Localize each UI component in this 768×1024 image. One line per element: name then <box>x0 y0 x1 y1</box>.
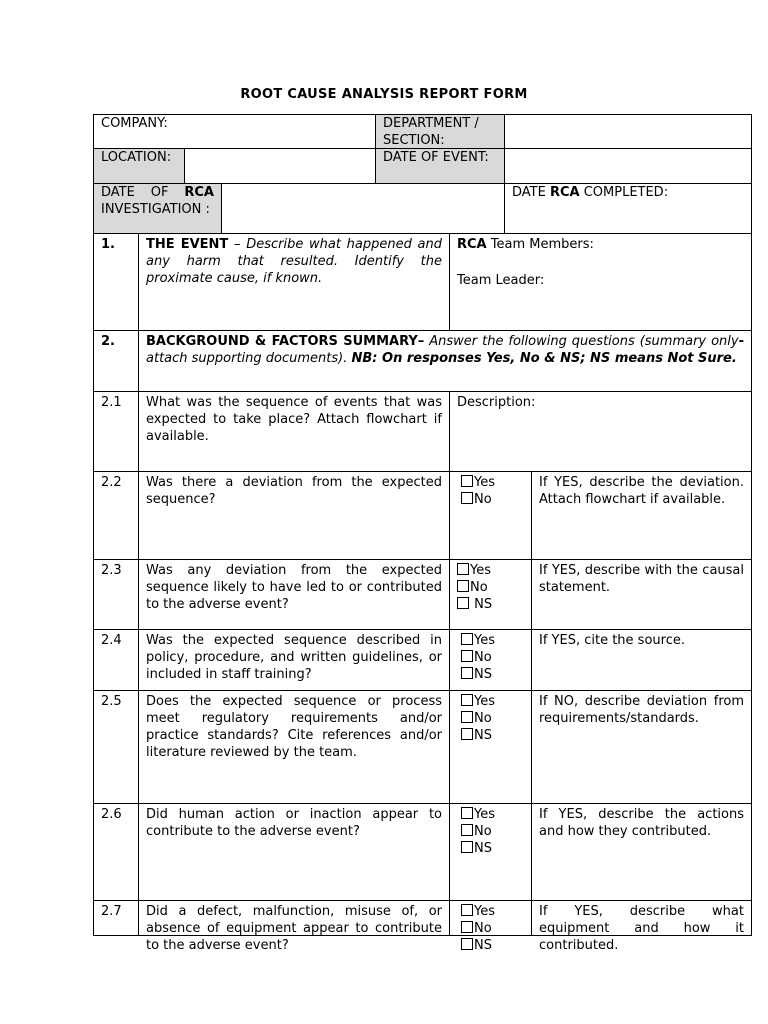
option-label: Yes <box>470 563 491 578</box>
date-completed-post: COMPLETED: <box>579 185 669 200</box>
section1-title: THE EVENT <box>146 237 229 252</box>
checkbox-icon[interactable] <box>461 694 473 706</box>
option-label: NS <box>474 728 492 743</box>
question-text: Did a defect, malfunction, misuse of, or absence of equipment appear to contribute to the adverse event? <box>146 904 442 953</box>
date-completed-bold: RCA <box>549 185 580 200</box>
row-note[interactable] <box>531 629 752 691</box>
date-of-rca-pre: DATE OF <box>101 185 185 200</box>
row-number <box>93 629 139 691</box>
note-text: If YES, describe what equipment and how it contributed. <box>539 904 744 953</box>
option-label: NS <box>474 841 492 856</box>
checkbox-icon[interactable] <box>461 633 473 645</box>
row-number <box>93 391 139 472</box>
option-label: No <box>470 580 488 595</box>
date-of-rca-bold: RCA <box>184 185 214 200</box>
section1-number <box>93 233 139 331</box>
option-label: NS <box>474 667 492 682</box>
options-cell <box>449 559 532 630</box>
checkbox-icon[interactable] <box>457 563 469 575</box>
note-text: If YES, cite the source. <box>539 633 685 648</box>
option-label: No <box>474 492 492 507</box>
row-note[interactable] <box>531 690 752 804</box>
row-question <box>138 629 450 691</box>
checkbox-icon[interactable] <box>461 841 473 853</box>
row-number-text: 2.7 <box>101 904 122 919</box>
option-no[interactable] <box>461 491 524 508</box>
section2-instruction: Answer the following questions (summary only <box>424 334 739 349</box>
section2-instruction-2: attach supporting documents). <box>146 351 352 366</box>
row-number-text: 2.3 <box>101 563 122 578</box>
options-cell <box>449 900 532 953</box>
option-label: NS <box>474 938 492 953</box>
checkbox-icon[interactable] <box>461 824 473 836</box>
location-label: LOCATION: <box>101 150 172 165</box>
option-no[interactable] <box>461 710 524 727</box>
options-cell <box>449 690 532 804</box>
options-cell <box>449 471 532 560</box>
row-question <box>138 900 450 953</box>
section2-note: NB: On responses Yes, No & NS; NS means Not Sure. <box>351 351 737 366</box>
checkbox-icon[interactable] <box>461 475 473 487</box>
row-note[interactable] <box>531 559 752 630</box>
option-yes[interactable] <box>461 693 524 710</box>
option-ns[interactable] <box>461 727 524 744</box>
company-label: COMPANY: <box>101 116 168 131</box>
section2-title-cell <box>138 330 752 392</box>
row-question <box>138 690 450 804</box>
company-label-cell <box>93 114 376 149</box>
row-question <box>138 471 450 560</box>
date-of-event-label: DATE OF EVENT: <box>383 150 489 165</box>
row-note[interactable] <box>531 900 752 953</box>
department-label-cell <box>375 114 505 149</box>
checkbox-icon[interactable] <box>461 904 473 916</box>
section2-title: BACKGROUND & FACTORS SUMMARY– <box>146 334 425 349</box>
option-ns[interactable] <box>461 666 524 683</box>
options-cell <box>449 629 532 691</box>
team-members-rest: Team Members: <box>486 237 594 252</box>
option-label: Yes <box>474 633 495 648</box>
option-ns[interactable] <box>461 840 524 857</box>
row-number-text: 2.2 <box>101 475 122 490</box>
option-no[interactable] <box>461 823 524 840</box>
page-title <box>0 87 768 102</box>
option-label: Yes <box>474 475 495 490</box>
option-label: No <box>474 824 492 839</box>
row-number-text: 2.4 <box>101 633 122 648</box>
option-yes[interactable] <box>457 562 524 579</box>
option-no[interactable] <box>461 649 524 666</box>
question-text: Did human action or inaction appear to contribute to the adverse event? <box>146 807 442 839</box>
row-number <box>93 803 139 901</box>
team-members-bold: RCA <box>457 237 487 252</box>
section1-dash: – <box>228 237 247 252</box>
row-number <box>93 690 139 804</box>
section1-number-text: 1. <box>101 237 115 252</box>
section1-event-cell[interactable] <box>138 233 450 331</box>
option-yes[interactable] <box>461 806 524 823</box>
location-value-cell[interactable] <box>184 148 376 184</box>
options-cell <box>449 803 532 901</box>
option-yes[interactable] <box>461 474 524 491</box>
checkbox-icon[interactable] <box>461 711 473 723</box>
option-no[interactable] <box>457 579 524 596</box>
location-label-cell <box>93 148 185 184</box>
section1-team-cell[interactable] <box>449 233 752 331</box>
checkbox-icon[interactable] <box>457 597 469 609</box>
section2-number-text: 2. <box>101 334 115 349</box>
option-label: No <box>474 921 492 936</box>
checkbox-icon[interactable] <box>461 807 473 819</box>
row-question <box>138 391 450 472</box>
checkbox-icon[interactable] <box>461 921 473 933</box>
question-text: What was the sequence of events that was expected to take place? Attach flowchart if available. <box>146 395 442 444</box>
page-title-text: ROOT CAUSE ANALYSIS REPORT FORM <box>240 87 528 102</box>
description-cell[interactable] <box>449 391 752 472</box>
date-of-event-value-cell[interactable] <box>504 148 752 184</box>
row-note[interactable] <box>531 803 752 901</box>
note-text: If YES, describe with the causal statement. <box>539 563 744 595</box>
note-text: If YES, describe the deviation. Attach flowchart if available. <box>539 475 744 507</box>
team-members-label <box>457 236 744 253</box>
option-label: Yes <box>474 904 495 919</box>
option-ns[interactable] <box>457 596 524 613</box>
option-label: No <box>474 650 492 665</box>
department-label: DEPARTMENT / SECTION: <box>383 116 479 148</box>
checkbox-icon[interactable] <box>461 728 473 740</box>
section2-number <box>93 330 139 392</box>
question-text: Was there a deviation from the expected sequence? <box>146 475 442 507</box>
section2-hyphen: - <box>738 334 744 349</box>
option-ns[interactable] <box>461 937 524 954</box>
option-yes[interactable] <box>461 903 524 920</box>
option-yes[interactable] <box>461 632 524 649</box>
option-no[interactable] <box>461 920 524 937</box>
option-label: No <box>474 711 492 726</box>
row-number <box>93 900 139 936</box>
note-text: If NO, describe deviation from requirements/standards. <box>539 694 744 726</box>
row-number-text: 2.5 <box>101 694 122 709</box>
date-completed-pre: DATE <box>512 185 550 200</box>
team-leader-label: Team Leader: <box>457 273 545 288</box>
date-of-event-label-cell <box>375 148 505 184</box>
row-question <box>138 559 450 630</box>
note-text: If YES, describe the actions and how they contributed. <box>539 807 744 839</box>
date-completed-cell[interactable] <box>504 183 752 234</box>
checkbox-icon[interactable] <box>461 667 473 679</box>
date-of-rca-label-cell <box>93 183 222 234</box>
checkbox-icon[interactable] <box>457 580 469 592</box>
row-question <box>138 803 450 901</box>
section1-instruction: Describe what happened and any harm that resulted. Identify the proximate cause, if known. <box>146 237 442 286</box>
checkbox-icon[interactable] <box>461 650 473 662</box>
row-number-text: 2.1 <box>101 395 122 410</box>
description-label: Description: <box>457 395 536 410</box>
question-text: Was any deviation from the expected sequence likely to have led to or contributed to the adverse event? <box>146 563 442 612</box>
row-number-text: 2.6 <box>101 807 122 822</box>
checkbox-icon[interactable] <box>461 492 473 504</box>
option-label: NS <box>470 597 493 612</box>
option-label: Yes <box>474 807 495 822</box>
row-number <box>93 559 139 630</box>
date-of-rca-post: INVESTIGATION : <box>101 202 210 217</box>
row-note[interactable] <box>531 471 752 560</box>
checkbox-icon[interactable] <box>461 938 473 950</box>
question-text: Does the expected sequence or process meet regulatory requirements and/or practice standards? Cite references and/or literature reviewed by the team. <box>146 694 442 760</box>
date-of-rca-value-cell[interactable] <box>221 183 505 234</box>
row-number <box>93 471 139 560</box>
option-label: Yes <box>474 694 495 709</box>
question-text: Was the expected sequence described in policy, procedure, and written guidelines, or included in staff training? <box>146 633 442 682</box>
department-value-cell[interactable] <box>504 114 752 149</box>
